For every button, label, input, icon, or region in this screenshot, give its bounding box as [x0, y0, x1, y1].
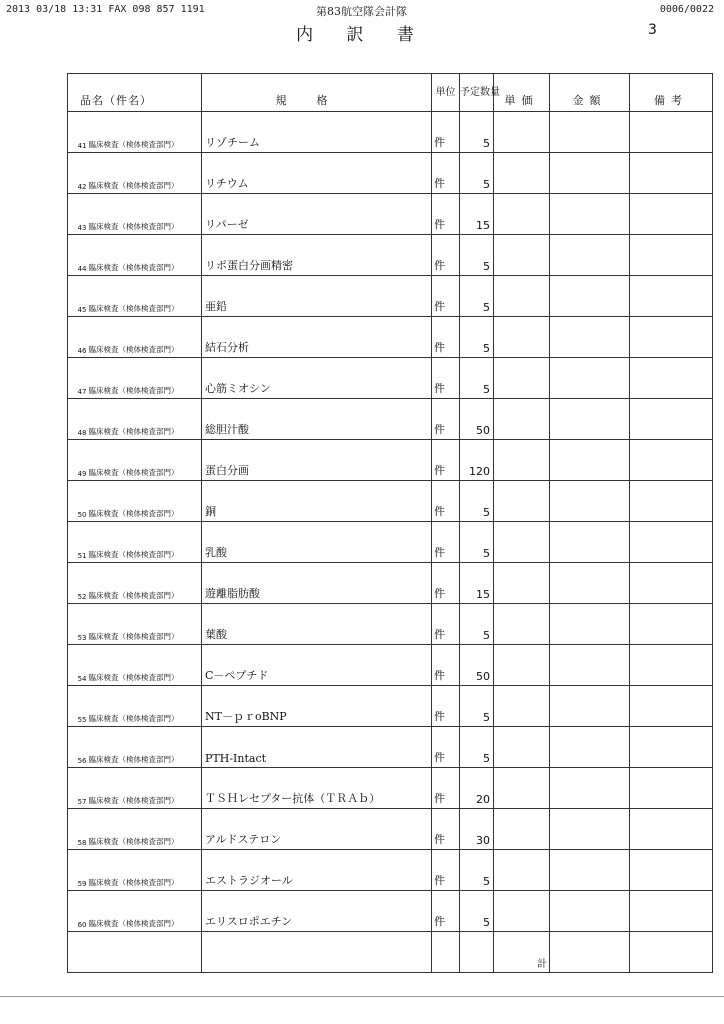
- spec-cell: 乳酸: [202, 522, 432, 563]
- table-row: [68, 235, 713, 276]
- qty-cell: 20: [460, 768, 494, 809]
- spec-cell: 結石分析: [202, 317, 432, 358]
- amount-cell: [550, 604, 630, 645]
- qty-cell: 5: [460, 850, 494, 891]
- row-number: [68, 194, 88, 235]
- table-row: [68, 686, 713, 727]
- spec-cell: PTH-Intact: [202, 727, 432, 768]
- amount-cell: [550, 276, 630, 317]
- row-number: [68, 317, 88, 358]
- row-number-label: 58: [77, 839, 87, 847]
- row-number: [68, 522, 88, 563]
- table-row: [68, 399, 713, 440]
- remarks-cell: [630, 153, 713, 194]
- unit-cell: 件: [432, 358, 460, 399]
- remarks-cell: [630, 809, 713, 850]
- row-number: [68, 727, 88, 768]
- row-number-label: 48: [77, 429, 87, 437]
- unit-price-cell: [494, 563, 550, 604]
- qty-cell: 5: [460, 481, 494, 522]
- unit-price-cell: [494, 235, 550, 276]
- unit-cell: 件: [432, 235, 460, 276]
- header-qty: 予定数量: [460, 74, 494, 112]
- remarks-cell: [630, 563, 713, 604]
- table-row: [68, 522, 713, 563]
- item-name-cell: 臨床検査（検体検査部門）: [88, 440, 202, 481]
- unit-cell: 件: [432, 276, 460, 317]
- total-blank-unit: [432, 932, 460, 973]
- amount-cell: [550, 153, 630, 194]
- item-name-cell: 臨床検査（検体検査部門）: [88, 235, 202, 276]
- header-remarks: 備考: [630, 74, 713, 112]
- item-name-cell: 臨床検査（検体検査部門）: [88, 399, 202, 440]
- spec-cell: C－ペプチド: [202, 645, 432, 686]
- unit-cell: 件: [432, 891, 460, 932]
- spec-cell: 総胆汁酸: [202, 399, 432, 440]
- row-number-label: 50: [77, 511, 87, 519]
- table-row: [68, 604, 713, 645]
- table-row: [68, 194, 713, 235]
- qty-cell: 15: [460, 194, 494, 235]
- item-name-cell: 臨床検査（検体検査部門）: [88, 112, 202, 153]
- item-name-cell: 臨床検査（検体検査部門）: [88, 809, 202, 850]
- row-number: [68, 604, 88, 645]
- unit-price-cell: [494, 604, 550, 645]
- row-number: [68, 891, 88, 932]
- qty-cell: 5: [460, 153, 494, 194]
- unit-cell: 件: [432, 522, 460, 563]
- row-number-label: 59: [77, 880, 87, 888]
- amount-cell: [550, 727, 630, 768]
- remarks-cell: [630, 850, 713, 891]
- row-number: [68, 399, 88, 440]
- table-header-row: [68, 74, 713, 112]
- unit-cell: 件: [432, 440, 460, 481]
- unit-price-cell: [494, 686, 550, 727]
- item-name-cell: 臨床検査（検体検査部門）: [88, 194, 202, 235]
- unit-cell: 件: [432, 481, 460, 522]
- amount-cell: [550, 563, 630, 604]
- spec-cell: 蛋白分画: [202, 440, 432, 481]
- qty-cell: 5: [460, 317, 494, 358]
- row-number-label: 53: [77, 634, 87, 642]
- row-number-label: 43: [77, 224, 87, 232]
- row-number-label: 60: [77, 921, 87, 929]
- item-name-cell: 臨床検査（検体検査部門）: [88, 686, 202, 727]
- spec-cell: エストラジオール: [202, 850, 432, 891]
- amount-cell: [550, 194, 630, 235]
- row-number: [68, 686, 88, 727]
- row-number: [68, 276, 88, 317]
- table-row: [68, 153, 713, 194]
- remarks-cell: [630, 645, 713, 686]
- fax-header: [6, 2, 718, 18]
- amount-cell: [550, 686, 630, 727]
- item-name-cell: 臨床検査（検体検査部門）: [88, 604, 202, 645]
- row-number-label: 41: [77, 142, 87, 150]
- unit-price-cell: [494, 153, 550, 194]
- amount-cell: [550, 399, 630, 440]
- unit-cell: 件: [432, 153, 460, 194]
- unit-cell: 件: [432, 112, 460, 153]
- qty-cell: 5: [460, 891, 494, 932]
- qty-cell: 30: [460, 809, 494, 850]
- item-name-cell: 臨床検査（検体検査部門）: [88, 276, 202, 317]
- table-row: [68, 850, 713, 891]
- remarks-cell: [630, 522, 713, 563]
- unit-cell: 件: [432, 563, 460, 604]
- unit-cell: 件: [432, 768, 460, 809]
- unit-cell: 件: [432, 317, 460, 358]
- qty-cell: 5: [460, 276, 494, 317]
- remarks-cell: [630, 891, 713, 932]
- remarks-cell: [630, 194, 713, 235]
- remarks-cell: [630, 399, 713, 440]
- row-number-label: 46: [77, 347, 87, 355]
- amount-cell: [550, 522, 630, 563]
- header-unit: 単位: [432, 74, 460, 112]
- row-number-label: 51: [77, 552, 87, 560]
- spec-cell: 葉酸: [202, 604, 432, 645]
- qty-cell: 5: [460, 112, 494, 153]
- spec-cell: リパーゼ: [202, 194, 432, 235]
- breakdown-table: [67, 73, 713, 973]
- unit-price-cell: [494, 850, 550, 891]
- unit-price-cell: [494, 645, 550, 686]
- unit-cell: 件: [432, 645, 460, 686]
- unit-price-cell: [494, 317, 550, 358]
- header-unit-price: 単価: [494, 74, 550, 112]
- table-row: [68, 768, 713, 809]
- item-name-cell: 臨床検査（検体検査部門）: [88, 645, 202, 686]
- amount-cell: [550, 891, 630, 932]
- row-number-label: 56: [77, 757, 87, 765]
- item-name-cell: 臨床検査（検体検査部門）: [88, 891, 202, 932]
- table-row: [68, 727, 713, 768]
- qty-cell: 120: [460, 440, 494, 481]
- unit-price-cell: [494, 481, 550, 522]
- amount-cell: [550, 850, 630, 891]
- spec-cell: 遊離脂肪酸: [202, 563, 432, 604]
- unit-price-cell: [494, 194, 550, 235]
- unit-price-cell: [494, 399, 550, 440]
- total-blank-spec: [202, 932, 432, 973]
- remarks-cell: [630, 768, 713, 809]
- table-row: [68, 481, 713, 522]
- unit-price-cell: [494, 358, 550, 399]
- row-number: [68, 768, 88, 809]
- unit-cell: 件: [432, 727, 460, 768]
- spec-cell: 銅: [202, 481, 432, 522]
- remarks-cell: [630, 358, 713, 399]
- table-row: [68, 440, 713, 481]
- row-number: [68, 850, 88, 891]
- unit-price-cell: [494, 891, 550, 932]
- total-row: [68, 932, 713, 973]
- row-number-label: 47: [77, 388, 87, 396]
- row-number-label: 42: [77, 183, 87, 191]
- total-label: 計: [494, 932, 550, 973]
- unit-price-cell: [494, 768, 550, 809]
- qty-cell: 50: [460, 645, 494, 686]
- remarks-cell: [630, 317, 713, 358]
- spec-cell: リポ蛋白分画精密: [202, 235, 432, 276]
- amount-cell: [550, 481, 630, 522]
- qty-cell: 5: [460, 686, 494, 727]
- row-number-label: 52: [77, 593, 87, 601]
- remarks-cell: [630, 727, 713, 768]
- qty-cell: 15: [460, 563, 494, 604]
- fax-page-counter: 0006/0022: [659, 4, 714, 15]
- amount-cell: [550, 358, 630, 399]
- qty-cell: 50: [460, 399, 494, 440]
- unit-price-cell: [494, 727, 550, 768]
- unit-price-cell: [494, 522, 550, 563]
- qty-cell: 5: [460, 235, 494, 276]
- fax-transmission-info: 2013 03/18 13:31 FAX 098 857 1191: [6, 4, 205, 15]
- unit-cell: 件: [432, 809, 460, 850]
- total-blank-qty: [460, 932, 494, 973]
- scan-artifact-line: [0, 996, 724, 997]
- total-blank-item: [68, 932, 202, 973]
- table-row: [68, 891, 713, 932]
- row-number: [68, 481, 88, 522]
- row-number: [68, 235, 88, 276]
- row-number: [68, 358, 88, 399]
- unit-price-cell: [494, 112, 550, 153]
- total-remarks-cell: [630, 932, 713, 973]
- amount-cell: [550, 112, 630, 153]
- page-number: 3: [648, 22, 657, 38]
- row-number: [68, 112, 88, 153]
- row-number-label: 54: [77, 675, 87, 683]
- row-number-label: 55: [77, 716, 87, 724]
- row-number: [68, 645, 88, 686]
- remarks-cell: [630, 604, 713, 645]
- item-name-cell: 臨床検査（検体検査部門）: [88, 153, 202, 194]
- amount-cell: [550, 809, 630, 850]
- unit-cell: 件: [432, 604, 460, 645]
- amount-cell: [550, 440, 630, 481]
- spec-cell: 亜鉛: [202, 276, 432, 317]
- qty-cell: 5: [460, 358, 494, 399]
- row-number-label: 57: [77, 798, 87, 806]
- spec-cell: 心筋ミオシン: [202, 358, 432, 399]
- table-row: [68, 317, 713, 358]
- unit-price-cell: [494, 276, 550, 317]
- spec-cell: アルドステロン: [202, 809, 432, 850]
- remarks-cell: [630, 235, 713, 276]
- unit-price-cell: [494, 809, 550, 850]
- unit-cell: 件: [432, 399, 460, 440]
- unit-cell: 件: [432, 686, 460, 727]
- total-amount-cell: [550, 932, 630, 973]
- item-name-cell: 臨床検査（検体検査部門）: [88, 317, 202, 358]
- item-name-cell: 臨床検査（検体検査部門）: [88, 850, 202, 891]
- remarks-cell: [630, 481, 713, 522]
- table-row: [68, 276, 713, 317]
- qty-cell: 5: [460, 727, 494, 768]
- header-spec: 規格: [202, 74, 432, 112]
- unit-cell: 件: [432, 850, 460, 891]
- amount-cell: [550, 645, 630, 686]
- item-name-cell: 臨床検査（検体検査部門）: [88, 481, 202, 522]
- header-item-name: 品名（件名）: [68, 74, 202, 112]
- item-name-cell: 臨床検査（検体検査部門）: [88, 522, 202, 563]
- spec-cell: エリスロポエチン: [202, 891, 432, 932]
- amount-cell: [550, 768, 630, 809]
- table-row: [68, 563, 713, 604]
- qty-cell: 5: [460, 604, 494, 645]
- item-name-cell: 臨床検査（検体検査部門）: [88, 727, 202, 768]
- table-row: [68, 645, 713, 686]
- item-name-cell: 臨床検査（検体検査部門）: [88, 768, 202, 809]
- row-number-label: 49: [77, 470, 87, 478]
- row-number: [68, 153, 88, 194]
- item-name-cell: 臨床検査（検体検査部門）: [88, 563, 202, 604]
- fax-sender-name: 第83航空隊会計隊: [316, 5, 407, 18]
- header-amount: 金額: [550, 74, 630, 112]
- table-row: [68, 809, 713, 850]
- spec-cell: NT－ｐｒoBNP: [202, 686, 432, 727]
- qty-cell: 5: [460, 522, 494, 563]
- row-number-label: 45: [77, 306, 87, 314]
- remarks-cell: [630, 276, 713, 317]
- remarks-cell: [630, 112, 713, 153]
- unit-price-cell: [494, 440, 550, 481]
- spec-cell: ＴＳＨレセプター抗体（ＴＲＡｂ）: [202, 768, 432, 809]
- amount-cell: [550, 235, 630, 276]
- spec-cell: リチウム: [202, 153, 432, 194]
- unit-cell: 件: [432, 194, 460, 235]
- remarks-cell: [630, 440, 713, 481]
- document-title: 内 訳 書: [296, 25, 428, 45]
- amount-cell: [550, 317, 630, 358]
- row-number-label: 44: [77, 265, 87, 273]
- remarks-cell: [630, 686, 713, 727]
- table-row: [68, 358, 713, 399]
- row-number: [68, 440, 88, 481]
- row-number: [68, 563, 88, 604]
- item-name-cell: 臨床検査（検体検査部門）: [88, 358, 202, 399]
- row-number: [68, 809, 88, 850]
- table-row: [68, 112, 713, 153]
- spec-cell: リゾチーム: [202, 112, 432, 153]
